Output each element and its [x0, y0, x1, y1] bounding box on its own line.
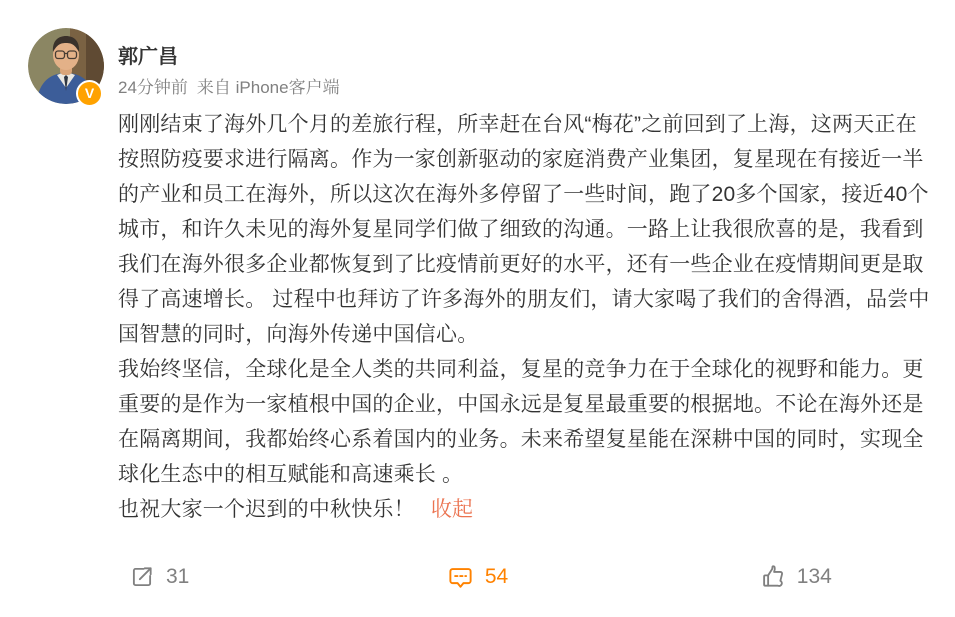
text-line: 得了高速增长。 过程中也拜访了许多海外的朋友们，请大家喝了我们的舍得酒，品尝中 [118, 288, 930, 311]
comment-button[interactable] [318, 564, 636, 591]
text-line: 按照防疫要求进行隔离。作为一家创新驱动的家庭消费产业集团，复星现在有接近一半 [118, 148, 924, 171]
post-meta [118, 73, 340, 98]
like-button[interactable] [637, 564, 955, 590]
verified-badge-icon: V [76, 80, 103, 107]
text-line: 的产业和员工在海外，所以这次在海外多停留了一些时间，跑了20多个国家，接近40个 [118, 183, 929, 206]
text-line: 国智慧的同时，向海外传递中国信心。 [118, 323, 479, 346]
text-line: 球化生态中的相互赋能和高速乘长 。 [118, 463, 464, 486]
like-count: 134 [796, 565, 832, 588]
action-toolbar [0, 553, 955, 601]
text-line: 城市，和许久未见的海外复星同学们做了细致的沟通。一路上让我很欣喜的是，我看到 [118, 218, 924, 241]
text-line: 我们在海外很多企业都恢复到了比疫情前更好的水平，还有一些企业在疫情期间更是取 [118, 253, 924, 276]
author-name[interactable]: 郭广昌 [118, 46, 178, 68]
avatar[interactable] [28, 28, 104, 104]
text-line: 我始终坚信，全球化是全人类的共同利益，复星的竞争力在于全球化的视野和能力。更 [118, 358, 924, 381]
repost-button[interactable] [0, 564, 318, 590]
text-line: 也祝大家一个迟到的中秋快乐！ 收起 [118, 498, 474, 521]
collapse-link[interactable]: 收起 [430, 498, 474, 521]
source-link[interactable]: 来自 iPhone客户端 [196, 78, 340, 97]
repost-count: 31 [165, 565, 190, 588]
text-line: 刚刚结束了海外几个月的差旅行程，所幸赶在台风“梅花”之前回到了上海，这两天正在 [118, 113, 917, 136]
text-line: 重要的是作为一家植根中国的企业，中国永远是复星最重要的根据地。不论在海外还是 [118, 393, 924, 416]
like-icon [760, 564, 786, 590]
timestamp[interactable]: 24分钟前 [118, 78, 188, 97]
repost-icon [129, 564, 155, 590]
comment-icon [447, 564, 474, 591]
comment-count: 54 [484, 565, 509, 588]
text-line: 在隔离期间，我都始终心系着国内的业务。未来希望复星能在深耕中国的同时，实现全 [118, 428, 924, 451]
post-text [118, 107, 928, 527]
